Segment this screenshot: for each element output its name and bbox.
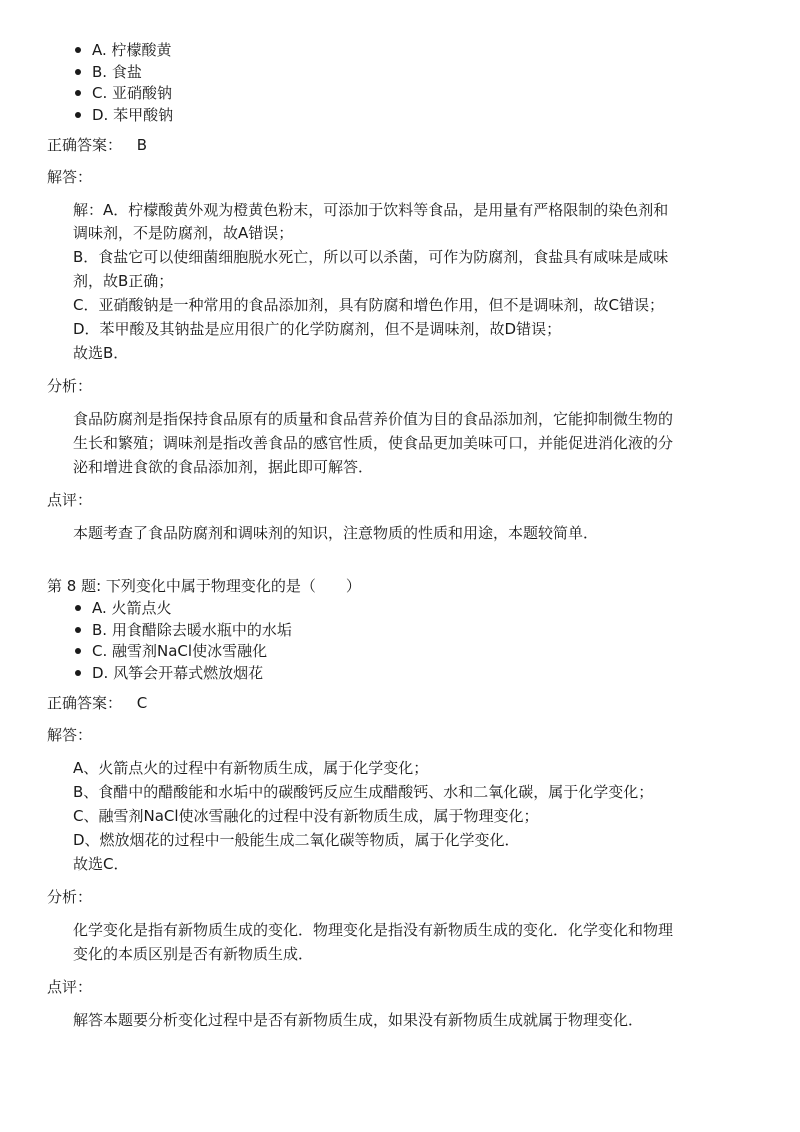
q8-analysis-label: 分析：: [47, 888, 93, 906]
q8-analysis-line: 变化的本质区别是否有新物质生成．: [73, 945, 314, 963]
q7-analysis-line: 泌和增进食欲的食品添加剂，据此即可解答．: [73, 458, 374, 476]
q7-solution-label: 解答：: [47, 168, 93, 186]
q7-analysis-line: 食品防腐剂是指保持食品原有的质量和食品营养价值为目的食品添加剂，它能抑制微生物的: [73, 410, 674, 428]
q7-solution-line: 故选B．: [73, 344, 129, 362]
q8-solution-line: C、融雪剂NaCl使冰雪融化的过程中没有新物质生成，属于物理变化；: [73, 807, 539, 825]
q7-solution-line: C．亚硝酸钠是一种常用的食品添加剂，具有防腐和增色作用，但不是调味剂，故C错误；: [73, 296, 664, 314]
q7-option-c: C. 亚硝酸钠: [92, 82, 172, 104]
bullet-icon: [75, 90, 81, 96]
bullet-icon: [75, 112, 81, 118]
q7-solution-line: B．食盐它可以使细菌细胞脱水死亡，所以可以杀菌，可作为防腐剂，食盐具有咸味是咸味: [73, 248, 669, 266]
q7-answer: 正确答案： B: [47, 136, 148, 154]
q7-solution-line: 调味剂，不是防腐剂，故A错误；: [73, 224, 294, 242]
q8-option-c: C. 融雪剂NaCl使冰雪融化: [92, 640, 267, 662]
bullet-icon: [75, 670, 81, 676]
q7-solution-line: 解：A．柠檬酸黄外观为橙黄色粉末，可添加于饮料等食品，是用量有严格限制的染色剂和: [73, 201, 669, 219]
q7-comment-label: 点评：: [47, 491, 93, 509]
q7-option-b: B. 食盐: [92, 61, 142, 83]
q8-solution-line: B、食醋中的醋酸能和水垢中的碳酸钙反应生成醋酸钙、水和二氧化碳，属于化学变化；: [73, 783, 654, 801]
q7-analysis-label: 分析：: [47, 377, 93, 395]
q7-answer-value: B: [136, 136, 148, 154]
q8-analysis-line: 化学变化是指有新物质生成的变化．物理变化是指没有新物质生成的变化．化学变化和物理: [73, 921, 674, 939]
bullet-icon: [75, 69, 81, 75]
q8-solution-label: 解答：: [47, 726, 93, 744]
bullet-icon: [75, 605, 81, 611]
q8-solution-line: A、火箭点火的过程中有新物质生成，属于化学变化；: [73, 759, 429, 777]
q7-analysis-line: 生长和繁殖；调味剂是指改善食品的感官性质，使食品更加美味可口，并能促进消化液的分: [73, 434, 674, 452]
q8-option-d: D. 风筝会开幕式燃放烟花: [92, 662, 263, 684]
q7-option-a: A. 柠檬酸黄: [92, 39, 172, 61]
q8-answer: 正确答案： C: [47, 694, 148, 712]
q7-comment-line: 本题考查了食品防腐剂和调味剂的知识，注意物质的性质和用途，本题较简单．: [73, 524, 599, 542]
q8-option-a: A. 火箭点火: [92, 597, 172, 619]
q8-title: 第 8 题: 下列变化中属于物理变化的是（ ）: [47, 577, 361, 595]
q7-option-d: D. 苯甲酸钠: [92, 104, 173, 126]
bullet-icon: [75, 648, 81, 654]
bullet-icon: [75, 627, 81, 633]
q8-answer-value: C: [136, 694, 148, 712]
q7-solution-line: 剂，故B正确；: [73, 272, 174, 290]
q8-solution-line: D、燃放烟花的过程中一般能生成二氧化碳等物质，属于化学变化．: [73, 831, 520, 849]
q7-solution-line: D．苯甲酸及其钠盐是应用很广的化学防腐剂，但不是调味剂，故D错误；: [73, 320, 562, 338]
q8-solution-line: 故选C．: [73, 855, 129, 873]
q8-comment-label: 点评：: [47, 978, 93, 996]
bullet-icon: [75, 47, 81, 53]
q8-comment-line: 解答本题要分析变化过程中是否有新物质生成，如果没有新物质生成就属于物理变化．: [73, 1011, 644, 1029]
q8-option-b: B. 用食醋除去暖水瓶中的水垢: [92, 619, 292, 641]
